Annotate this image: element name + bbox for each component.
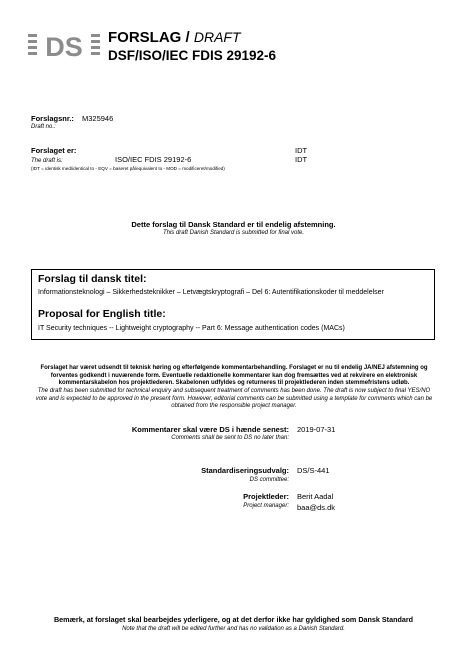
idt-legend: (IDT = identisk med/identical to - EQV = baseret på/equivalent to - MOD = modificeret/modified) [31, 166, 225, 171]
logo-text: DS [45, 32, 83, 58]
title-box [31, 269, 435, 340]
committee-value: DS/S-441 [297, 466, 330, 475]
manager-name: Berit Aadal [297, 492, 334, 501]
idt-value-2: IDT [295, 155, 308, 164]
document-number: DSF/ISO/IEC FDIS 29192-6 [108, 48, 277, 63]
committee-label: Standardiseringsudvalg: [201, 466, 289, 475]
deadline-value: 2019-07-31 [297, 425, 336, 434]
proposal-no-sub: Draft no.: [31, 124, 56, 130]
proposal-no-label: Forslagsnr.: [31, 114, 74, 123]
manager-label: Projektleder: [243, 492, 289, 501]
committee-sub: DS committee: [249, 477, 289, 483]
idt-value-1: IDT [295, 146, 308, 155]
manager-email: baa@ds.dk [297, 503, 336, 512]
danish-title: Informationsteknologi – Sikkerhedsteknikker – Letvægtskryptografi – Del 6: Autentifikationskoder til meddelelser [38, 289, 384, 296]
proposal-no-value: M325946 [82, 114, 114, 123]
proposal-is-sub: The draft is: [31, 158, 63, 164]
page-title [108, 29, 241, 46]
title-draft: DRAFT [193, 29, 241, 45]
footer-english: Note that the draft will be edited further and has no validation as a Danish Standard. [122, 626, 345, 632]
deadline-sub: Comments shall be sent to DS no later than: [171, 435, 289, 441]
manager-sub: Project manager: [243, 503, 289, 509]
notice-danish: Forslaget har været udsendt til teknisk høring og efterfølgende kommentarbehandling. Forslaget er nu til endelig JA/NEJ afstemning og forventes godkendt i nuværende form. Eventuelle redaktionelle kommentarer kan dog fremsættes ved at rekvirere en elektronisk kommentarskabelon hos projektlederen. Skabelonen udfyldes og returneres til projektlederen inden stemmefristens udløb. [40, 365, 428, 387]
english-title-heading: Proposal for English title: [38, 308, 166, 320]
ds-logo [28, 32, 102, 58]
footer-danish: Bemærk, at forslaget skal bearbejdes yderligere, og at det derfor ikke har gyldighed som Dansk Standard [53, 615, 414, 624]
final-vote-english: This draft Danish Standard is submitted for final vote. [162, 230, 305, 236]
english-title: IT Security techniques -- Lightweight cryptography -- Part 6: Message authentication codes (MACs) [38, 325, 345, 332]
title-forslag: FORSLAG / [108, 29, 190, 46]
proposal-is-value: ISO/IEC FDIS 29192-6 [115, 155, 192, 164]
deadline-label: Kommentarer skal være DS i hænde senest: [131, 425, 289, 434]
danish-title-heading: Forslag til dansk titel: [38, 273, 147, 285]
final-vote-danish: Dette forslag til Dansk Standard er til endelig afstemning. [131, 220, 336, 229]
notice-english: The draft has been submitted for technical enquiry and subsequent treatment of comments has been done. The draft is now subject to final YES/NO vote and is expected to be approved in the present form. However, editorial comments can be submitted using a template for comments which can be obtained from the responsible project manager. [35, 388, 433, 410]
proposal-is-label: Forslaget er: [31, 146, 77, 155]
